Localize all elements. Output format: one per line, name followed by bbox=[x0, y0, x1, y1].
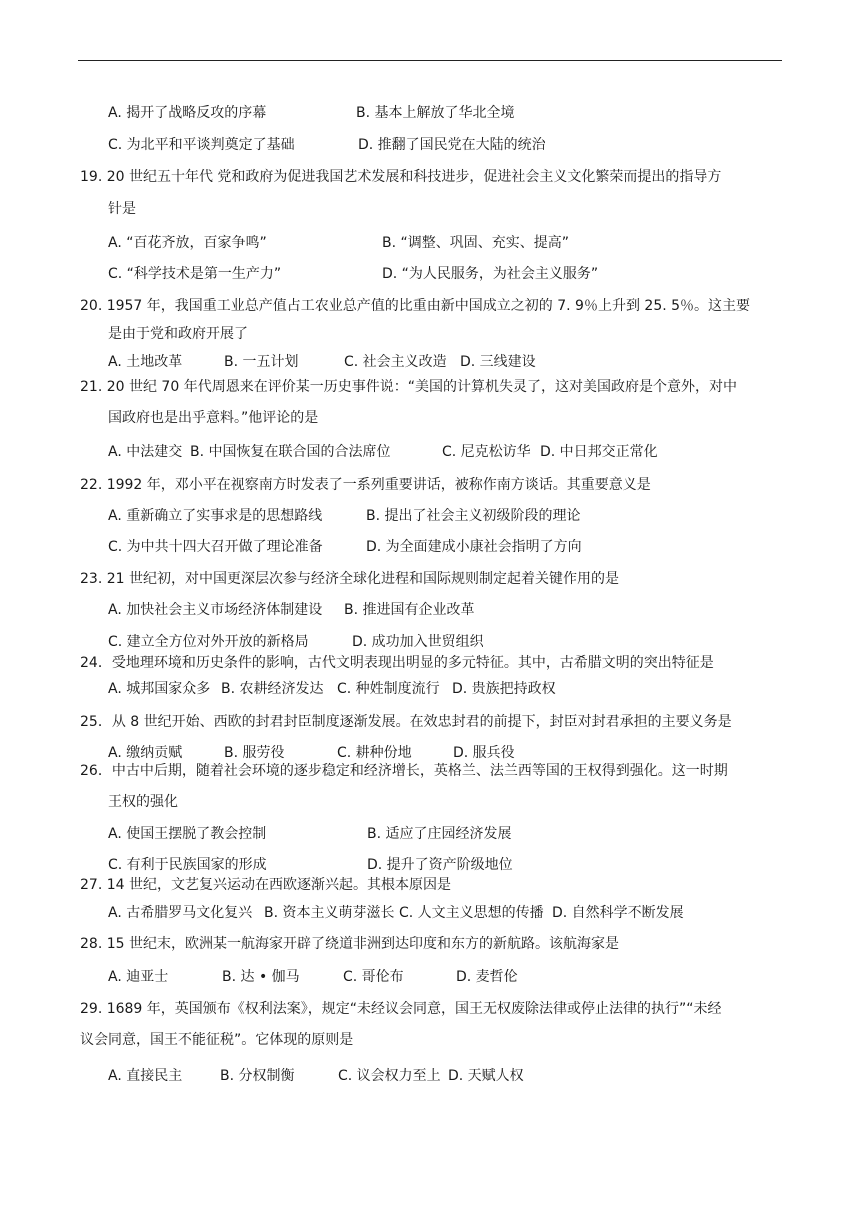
q27-option-a[interactable]: A. 古希腊罗马文化复兴 bbox=[108, 905, 253, 921]
q23-option-d[interactable]: D. 成功加入世贸组织 bbox=[352, 634, 484, 650]
q18-option-c[interactable]: C. 为北平和平谈判奠定了基础 bbox=[108, 137, 295, 153]
q28-option-d[interactable]: D. 麦哲伦 bbox=[456, 969, 518, 985]
q28-option-c[interactable]: C. 哥伦布 bbox=[343, 969, 404, 985]
q21-option-c[interactable]: C. 尼克松访华 bbox=[442, 444, 531, 460]
q24-option-d[interactable]: D. 贵族把持政权 bbox=[452, 681, 556, 697]
q27-option-d[interactable]: D. 自然科学不断发展 bbox=[552, 905, 684, 921]
q26-option-a[interactable]: A. 使国王摆脱了教会控制 bbox=[108, 826, 267, 842]
q20-option-c[interactable]: C. 社会主义改造 bbox=[344, 354, 447, 370]
q18-option-b[interactable]: B. 基本上解放了华北全境 bbox=[356, 105, 515, 121]
q27-stem-line1: 27. 14 世纪，文艺复兴运动在西欧逐渐兴起。其根本原因是 bbox=[80, 877, 451, 893]
q28-option-a[interactable]: A. 迪亚士 bbox=[108, 969, 169, 985]
q27-option-b[interactable]: B. 资本主义萌芽滋长 bbox=[264, 905, 395, 921]
q25-option-c[interactable]: C. 耕种份地 bbox=[337, 745, 412, 761]
q20-stem-line2: 是由于党和政府开展了 bbox=[108, 326, 248, 342]
q18-option-d[interactable]: D. 推翻了国民党在大陆的统治 bbox=[358, 137, 546, 153]
q28-option-b[interactable]: B. 达 • 伽马 bbox=[222, 969, 300, 985]
q22-option-c[interactable]: C. 为中共十四大召开做了理论准备 bbox=[108, 539, 323, 555]
q20-option-a[interactable]: A. 土地改革 bbox=[108, 354, 183, 370]
q20-stem-line1: 20. 1957 年，我国重工业总产值占工农业总产值的比重由新中国成立之初的 7. 9％上升到 25. 5％。这主要 bbox=[80, 298, 751, 314]
q20-option-b[interactable]: B. 一五计划 bbox=[224, 354, 299, 370]
q26-stem-line1: 26．中古中后期，随着社会环境的逐步稳定和经济增长，英格兰、法兰西等国的王权得到强化。这一时期 bbox=[80, 763, 728, 779]
q23-option-b[interactable]: B. 推进国有企业改革 bbox=[344, 602, 475, 618]
q29-option-c[interactable]: C. 议会权力至上 bbox=[338, 1068, 441, 1084]
header-rule bbox=[78, 60, 782, 61]
q21-option-b[interactable]: B. 中国恢复在联合国的合法席位 bbox=[190, 444, 391, 460]
q21-stem-line1: 21. 20 世纪 70 年代周恩来在评价某一历史事件说：“美国的计算机失灵了，这对美国政府是个意外，对中 bbox=[80, 379, 737, 395]
q21-option-a[interactable]: A. 中法建交 bbox=[108, 444, 183, 460]
q21-stem-line2: 国政府也是出乎意料。”他评论的是 bbox=[108, 410, 319, 426]
q29-option-a[interactable]: A. 直接民主 bbox=[108, 1068, 183, 1084]
q22-option-d[interactable]: D. 为全面建成小康社会指明了方向 bbox=[366, 539, 582, 555]
q19-stem-line2: 针是 bbox=[108, 201, 136, 217]
q23-option-a[interactable]: A. 加快社会主义市场经济体制建设 bbox=[108, 602, 323, 618]
q29-option-b[interactable]: B. 分权制衡 bbox=[220, 1068, 295, 1084]
q25-option-a[interactable]: A. 缴纳贡赋 bbox=[108, 745, 183, 761]
q29-stem-line2: 议会同意，国王不能征税”。它体现的原则是 bbox=[80, 1032, 354, 1048]
q24-option-b[interactable]: B. 农耕经济发达 bbox=[221, 681, 324, 697]
q29-option-d[interactable]: D. 天赋人权 bbox=[448, 1068, 524, 1084]
q19-option-a[interactable]: A. “百花齐放，百家争鸣” bbox=[108, 235, 267, 251]
q23-stem-line1: 23. 21 世纪初，对中国更深层次参与经济全球化进程和国际规则制定起着关键作用的是 bbox=[80, 571, 619, 587]
q25-option-d[interactable]: D. 服兵役 bbox=[453, 745, 515, 761]
q19-stem-line1: 19. 20 世纪五十年代 党和政府为促进我国艺术发展和科技进步，促进社会主义文化繁荣而提出的指导方 bbox=[80, 169, 722, 185]
q21-option-d[interactable]: D. 中日邦交正常化 bbox=[540, 444, 658, 460]
q25-option-b[interactable]: B. 服劳役 bbox=[224, 745, 285, 761]
q26-option-b[interactable]: B. 适应了庄园经济发展 bbox=[367, 826, 512, 842]
q22-option-b[interactable]: B. 提出了社会主义初级阶段的理论 bbox=[366, 508, 581, 524]
q20-option-d[interactable]: D. 三线建设 bbox=[460, 354, 536, 370]
q27-option-c[interactable]: C. 人文主义思想的传播 bbox=[399, 905, 544, 921]
q28-stem-line1: 28. 15 世纪末，欧洲某一航海家开辟了绕道非洲到达印度和东方的新航路。该航海家是 bbox=[80, 936, 619, 952]
q22-stem-line1: 22. 1992 年，邓小平在视察南方时发表了一系列重要讲话，被称作南方谈话。其重要意义是 bbox=[80, 477, 651, 493]
q19-option-c[interactable]: C. “科学技术是第一生产力” bbox=[108, 266, 282, 282]
q26-option-c[interactable]: C. 有利于民族国家的形成 bbox=[108, 857, 267, 873]
q19-option-b[interactable]: B. “调整、巩固、充实、提高” bbox=[382, 235, 570, 251]
q26-stem-line2: 王权的强化 bbox=[108, 794, 178, 810]
q18-option-a[interactable]: A. 揭开了战略反攻的序幕 bbox=[108, 105, 267, 121]
q24-option-a[interactable]: A. 城邦国家众多 bbox=[108, 681, 211, 697]
q24-stem-line1: 24．受地理环境和历史条件的影响，古代文明表现出明显的多元特征。其中，古希腊文明的突出特征是 bbox=[80, 655, 714, 671]
q23-option-c[interactable]: C. 建立全方位对外开放的新格局 bbox=[108, 634, 309, 650]
q24-option-c[interactable]: C. 种姓制度流行 bbox=[337, 681, 440, 697]
q22-option-a[interactable]: A. 重新确立了实事求是的思想路线 bbox=[108, 508, 323, 524]
q29-stem-line1: 29. 1689 年，英国颁布《权利法案》，规定“未经议会同意，国王无权废除法律或停止法律的执行”“未经 bbox=[80, 1001, 722, 1017]
q25-stem-line1: 25．从 8 世纪开始、西欧的封君封臣制度逐渐发展。在效忠封君的前提下，封臣对封君承担的主要义务是 bbox=[80, 714, 732, 730]
q26-option-d[interactable]: D. 提升了资产阶级地位 bbox=[367, 857, 513, 873]
q19-option-d[interactable]: D. “为人民服务，为社会主义服务” bbox=[382, 266, 599, 282]
